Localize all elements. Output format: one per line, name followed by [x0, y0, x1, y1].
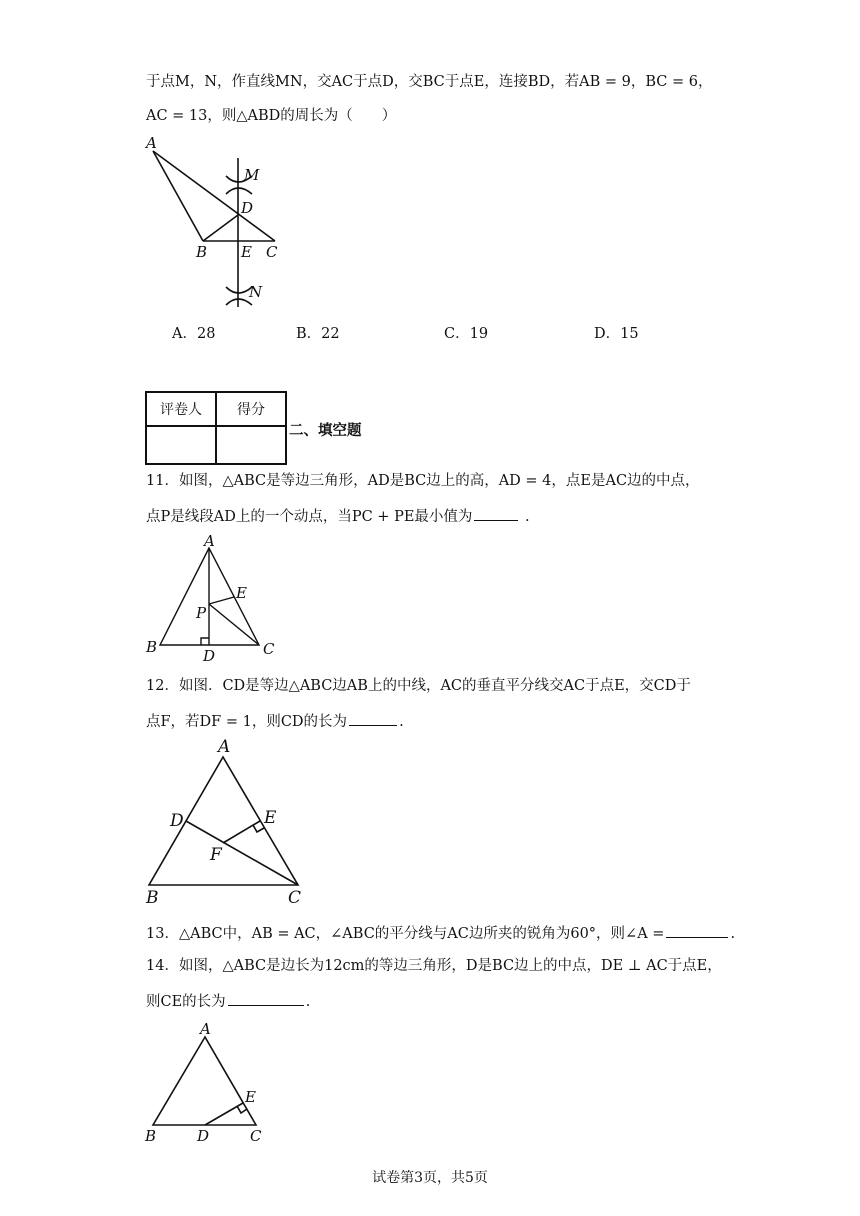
q14-line1: 14．如图，△ABC是边长为12cm的等边三角形，D是BC边上的中点，DE ⊥ AC于点E，: [146, 958, 722, 974]
q12-label-d: D: [170, 811, 184, 831]
q11-line2: 点P是线段AD上的一个动点，当PC + PE最小值为 .: [146, 505, 530, 527]
section-title: 二、填空题: [289, 423, 362, 439]
q12-label-c: C: [288, 888, 302, 908]
score-header: 得分: [216, 392, 286, 426]
q11-label-c: C: [263, 640, 275, 658]
q10-label-b: B: [196, 243, 208, 261]
q12-label-e: E: [264, 808, 277, 828]
q10-option-c: C．19: [444, 326, 489, 342]
reviewer-header: 评卷人: [146, 392, 216, 426]
q10-label-d: D: [241, 199, 254, 217]
q10-line1: 于点M，N，作直线MN，交AC于点D，交BC于点E，连接BD，若AB = 9，BC = 6，: [146, 74, 713, 90]
q10-option-d: D．15: [594, 326, 639, 342]
q10-option-a: A．28: [172, 326, 216, 342]
q10-label-n: N: [249, 283, 263, 301]
q12-line2: 点F，若DF = 1，则CD的长为 .: [146, 710, 404, 732]
q11-label-a: A: [204, 532, 215, 550]
q14-label-a: A: [200, 1020, 211, 1038]
q11-label-p: P: [196, 604, 207, 622]
q14-label-b: B: [145, 1127, 157, 1145]
q11-label-d: D: [203, 647, 216, 665]
q14-label-e: E: [245, 1088, 256, 1106]
q10-label-e: E: [241, 243, 252, 261]
q13-line1: 13．△ABC中，AB = AC，∠ABC的平分线与AC边所夹的锐角为60°，则∠A = .: [146, 922, 735, 944]
q10-label-c: C: [266, 243, 278, 261]
q12-label-a: A: [218, 737, 231, 757]
q10-option-b: B．22: [296, 326, 340, 342]
page-footer: 试卷第3页，共5页: [372, 1170, 488, 1186]
q12-line2-text: 点F，若DF = 1，则CD的长为: [146, 714, 348, 730]
q14-label-c: C: [250, 1127, 262, 1145]
q14-line2-text: 则CE的长为: [146, 994, 226, 1010]
q12-label-f: F: [210, 845, 222, 865]
q10-label-m: M: [244, 166, 260, 184]
q13-line1-text: 13．△ABC中，AB = AC，∠ABC的平分线与AC边所夹的锐角为60°，则∠A =: [146, 926, 665, 942]
q11-line1: 11．如图，△ABC是等边三角形，AD是BC边上的高，AD = 4，点E是AC边的中点，: [146, 473, 700, 489]
q11-line2-text: 点P是线段AD上的一个动点，当PC + PE最小值为: [146, 509, 473, 525]
q10-label-a: A: [146, 134, 157, 152]
q11-label-e: E: [236, 584, 247, 602]
q14-label-d: D: [197, 1127, 210, 1145]
q14-line2: 则CE的长为 .: [146, 990, 310, 1012]
q10-line2: AC = 13，则△ABD的周长为（ ）: [146, 108, 397, 124]
q12-label-b: B: [146, 888, 159, 908]
q12-line1: 12．如图．CD是等边△ABC边AB上的中线，AC的垂直平分线交AC于点E，交CD于: [146, 678, 691, 694]
q11-label-b: B: [146, 638, 158, 656]
